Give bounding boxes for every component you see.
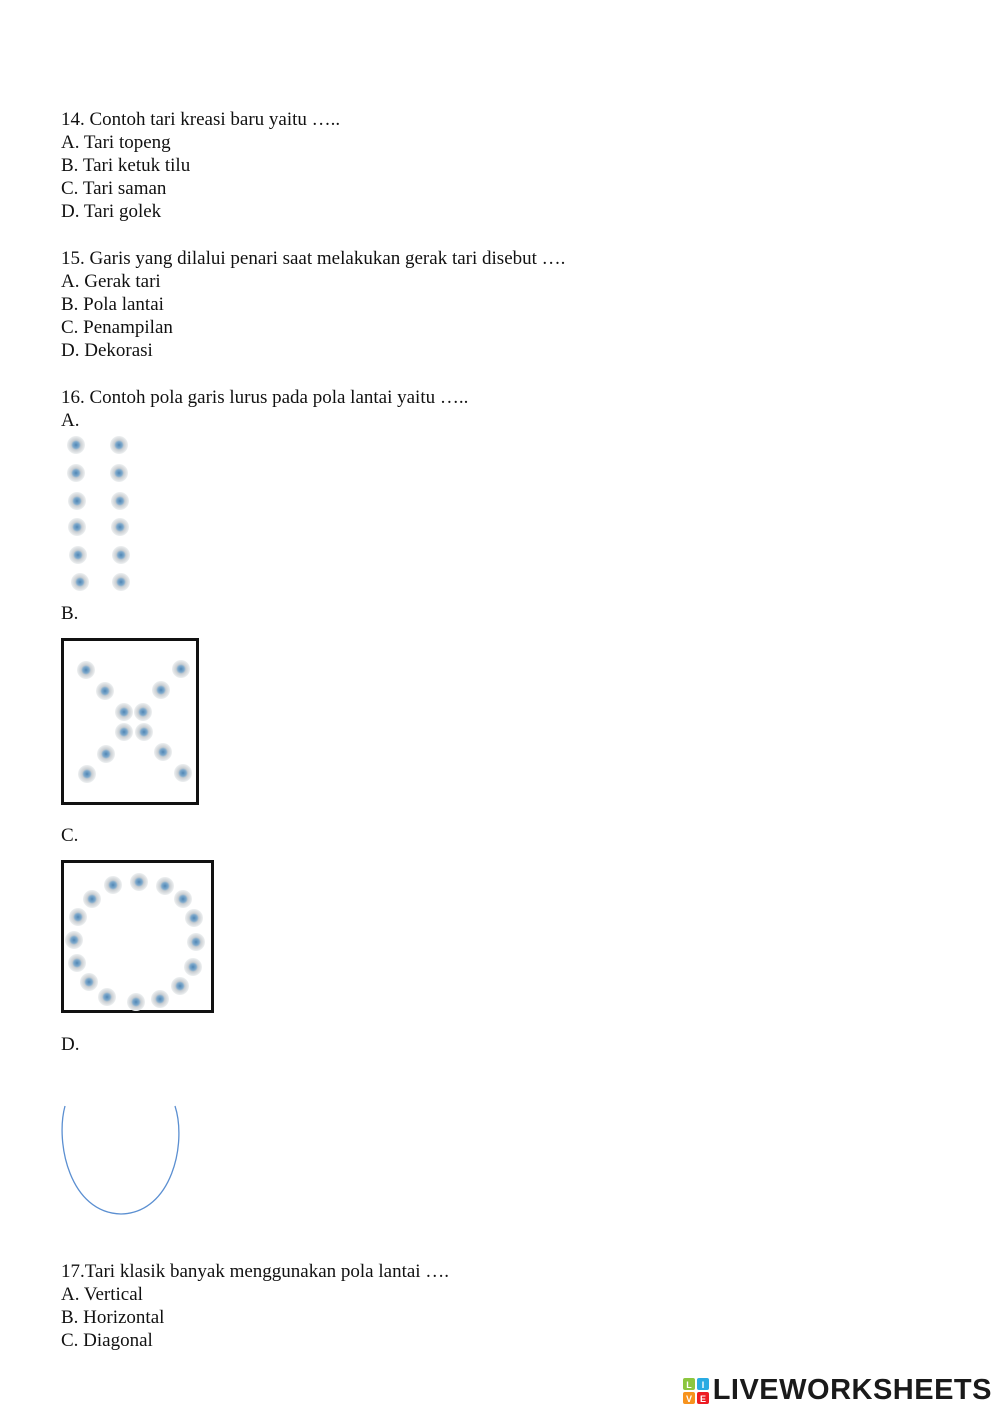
svg-text:E: E <box>699 1393 706 1404</box>
q14-option-d: D. Tari golek <box>61 201 162 222</box>
q14-option-b: B. Tari ketuk tilu <box>61 155 191 176</box>
x-cross-pattern-figure <box>61 638 199 805</box>
svg-text:I: I <box>701 1379 704 1390</box>
q14-option-a: A. Tari topeng <box>61 132 171 153</box>
dancer-dots-left-line <box>67 436 89 591</box>
q16-option-a: A. <box>61 410 80 431</box>
liveworksheets-text: LIVEWORKSHEETS <box>712 1374 992 1406</box>
question-17: 17.Tari klasik banyak menggunakan pola lantai …. <box>61 1261 450 1282</box>
q15-option-c: C. Penampilan <box>61 317 173 338</box>
curved-floor-line <box>62 1106 179 1214</box>
q15-option-d: D. Dekorasi <box>61 340 153 361</box>
q16-option-b: B. <box>61 603 79 624</box>
q17-option-c: C. Diagonal <box>61 1330 153 1351</box>
liveworksheets-logo-icon <box>683 1378 709 1404</box>
question-15: 15. Garis yang dilalui penari saat melakukan gerak tari disebut …. <box>61 248 566 269</box>
circle-pattern-figure <box>61 860 214 1013</box>
dancer-dots-right-line <box>110 436 130 591</box>
question-14: 14. Contoh tari kreasi baru yaitu ….. <box>61 109 341 130</box>
curved-line-pattern-figure <box>55 1098 187 1220</box>
q17-option-a: A. Vertical <box>61 1284 143 1305</box>
svg-text:L: L <box>685 1379 692 1390</box>
two-vertical-lines-pattern-figure <box>55 430 145 595</box>
question-16: 16. Contoh pola garis lurus pada pola lantai yaitu ….. <box>61 387 469 408</box>
q17-option-b: B. Horizontal <box>61 1307 165 1328</box>
q16-option-d: D. <box>61 1034 80 1055</box>
q14-option-c: C. Tari saman <box>61 178 167 199</box>
q15-option-a: A. Gerak tari <box>61 271 161 292</box>
q16-option-c: C. <box>61 825 79 846</box>
q15-option-b: B. Pola lantai <box>61 294 164 315</box>
liveworksheets-watermark <box>683 1374 992 1407</box>
svg-text:V: V <box>685 1393 692 1404</box>
